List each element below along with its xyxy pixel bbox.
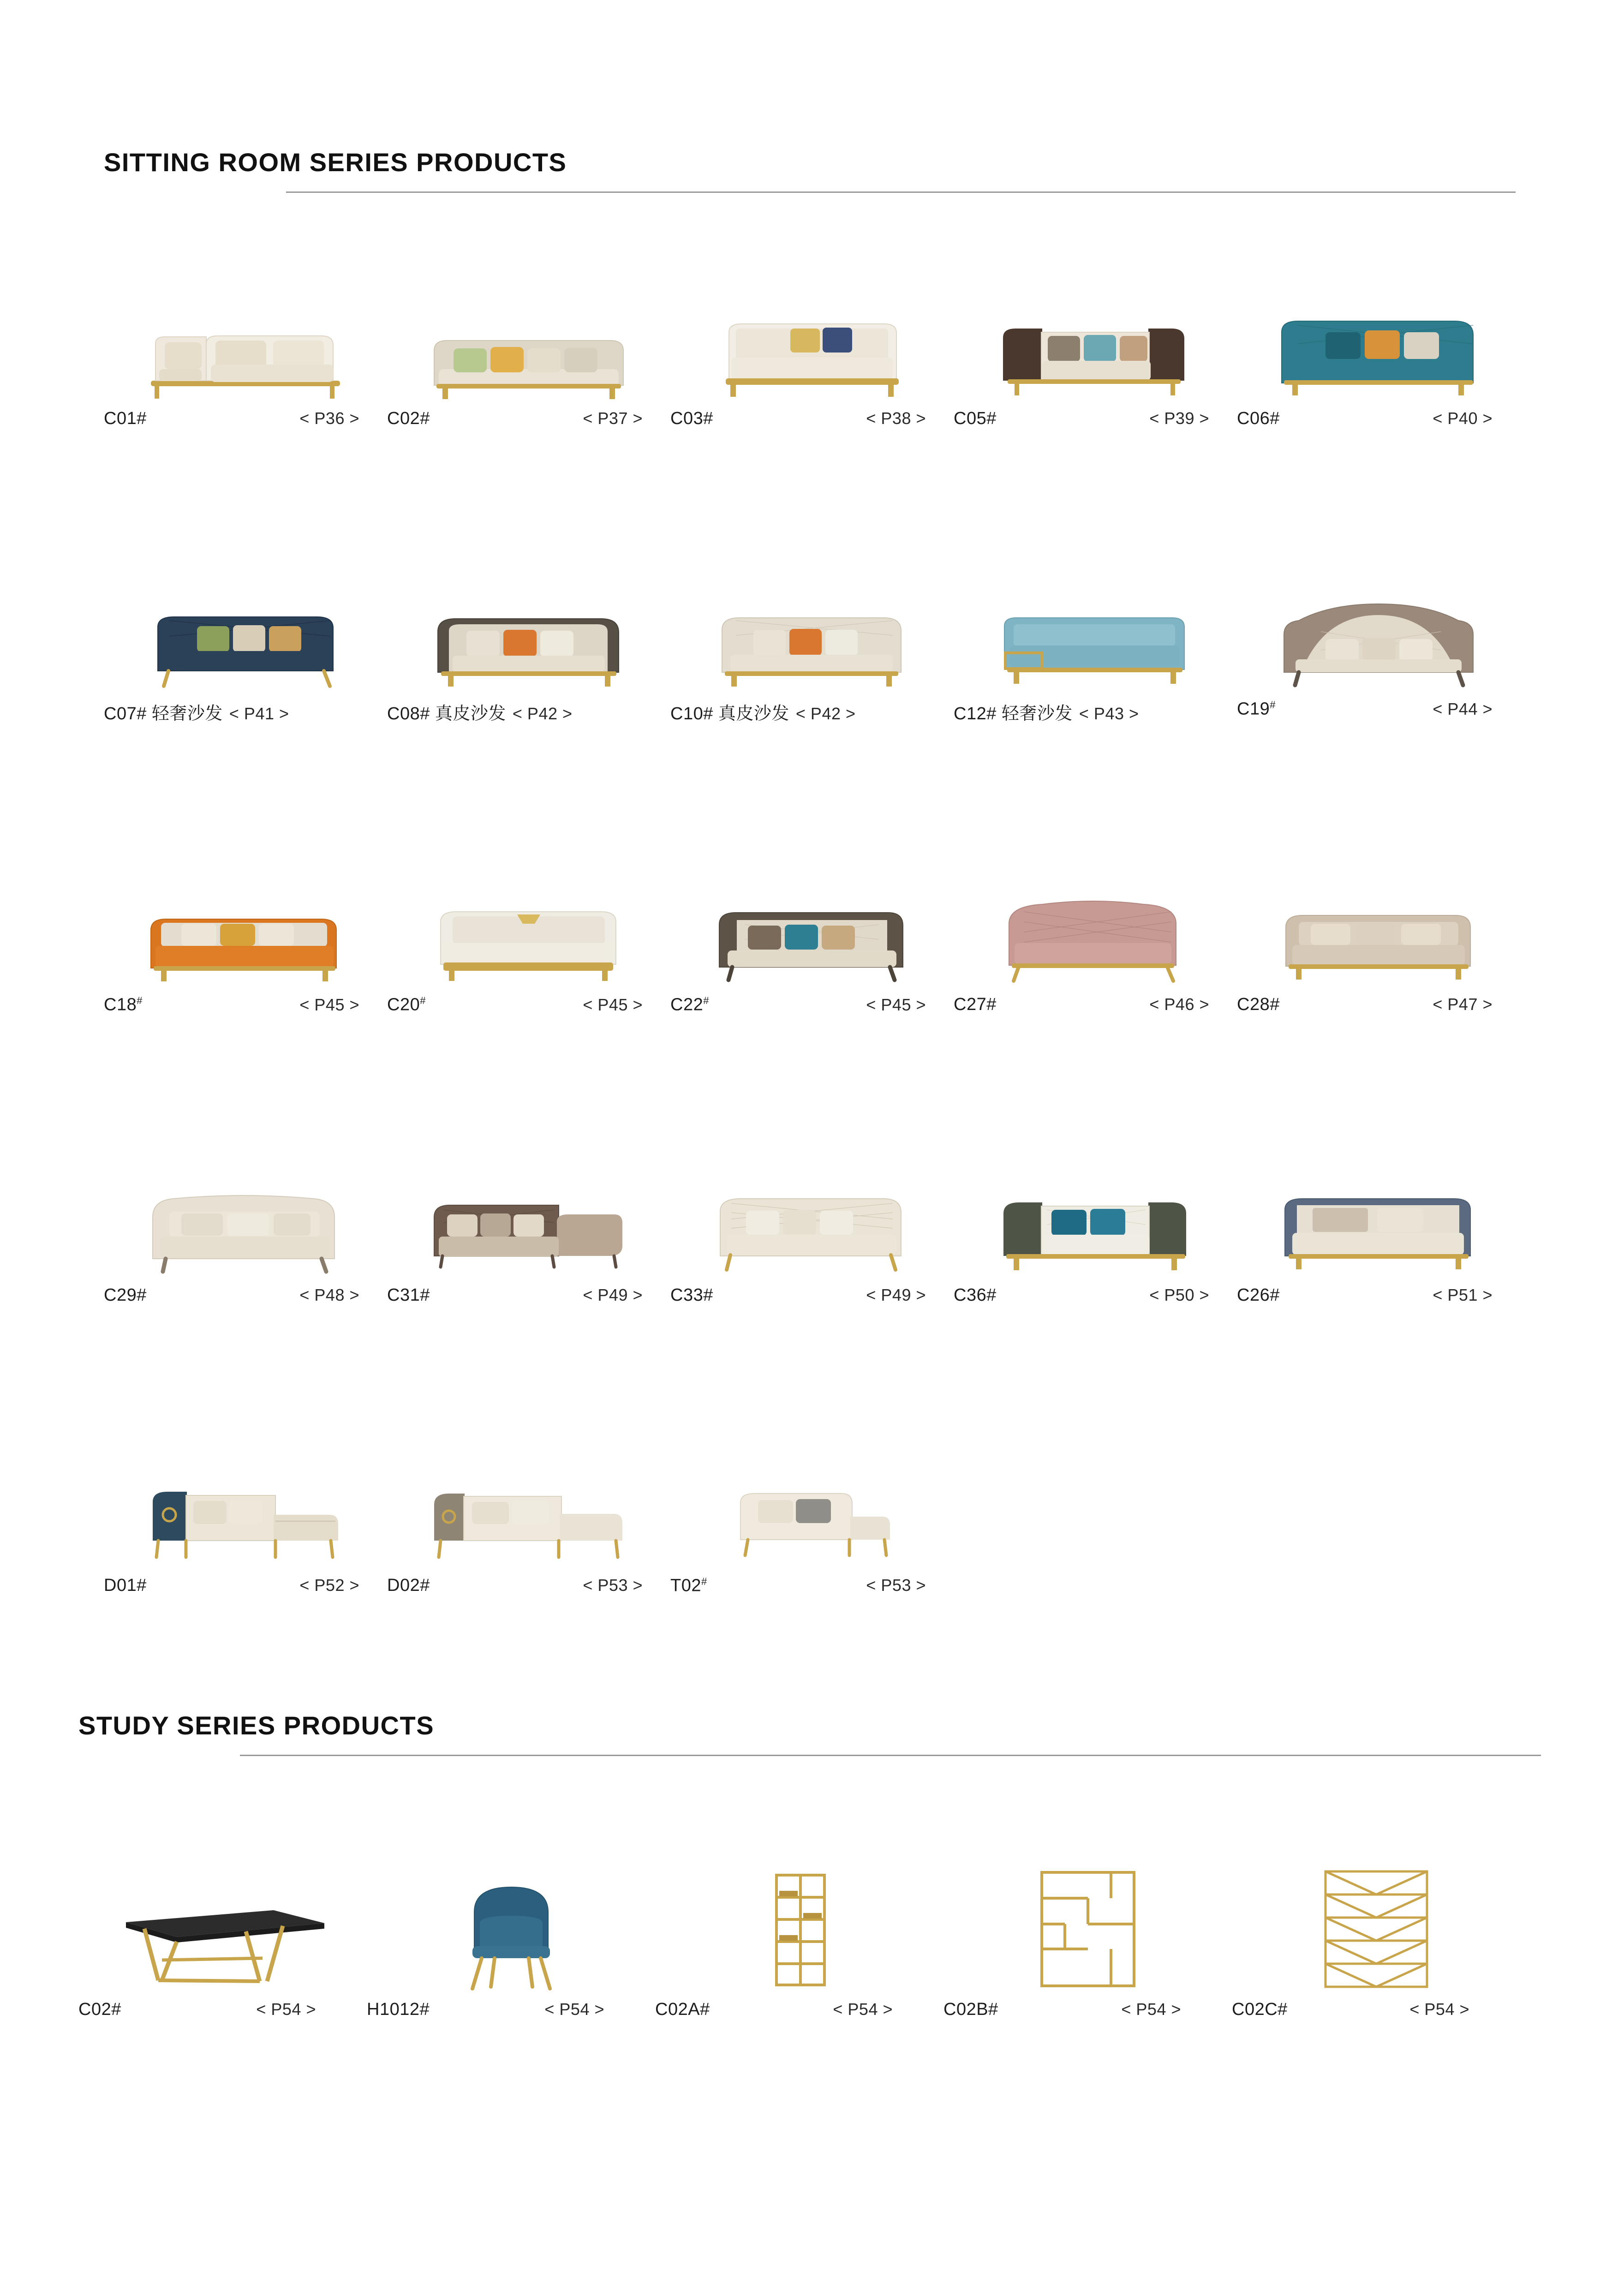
section-title-sitting: SITTING ROOM SERIES PRODUCTS [104,148,567,177]
product-thumbnail-c07 [104,558,387,699]
product-thumbnail-c27 [954,854,1237,995]
product-caption [954,1285,1237,1305]
product-code: C22# [670,995,709,1015]
product-code: C26# [1237,1285,1280,1305]
product-page-ref: < P48 > [299,1285,359,1304]
product-caption [387,699,670,724]
product-code: C02C# [1232,2000,1288,2020]
product-caption [670,1285,954,1305]
product-thumbnail-c29 [104,1144,387,1285]
product-page-ref: < P54 > [1409,2000,1469,2019]
product-thumbnail-c03 [670,268,954,409]
product-caption [670,995,954,1015]
product-caption [1237,995,1520,1015]
product-cell[interactable] [367,1831,655,2020]
product-caption [655,2000,943,2020]
product-thumbnail-c20 [387,854,670,995]
product-cell[interactable] [1237,1144,1520,1305]
product-page-ref: < P41 > [229,704,289,723]
product-cell[interactable] [104,854,387,1015]
product-code: C27# [954,995,997,1014]
product-code: H1012# [367,2000,430,2020]
product-page-ref: < P45 > [299,995,359,1014]
product-code: C28# [1237,995,1280,1014]
product-cell[interactable] [104,1434,387,1596]
product-page-ref: < P53 > [583,1575,643,1595]
product-thumbnail-shelf-c02b [943,1831,1232,2000]
product-caption [104,1576,387,1596]
product-page-ref: < P42 > [795,704,856,723]
product-caption [954,409,1237,429]
product-page-ref: < P47 > [1433,995,1493,1014]
product-cell[interactable] [954,1144,1237,1305]
product-page-ref: < P54 > [544,2000,604,2019]
product-thumbnail-c26 [1237,1144,1520,1285]
section-divider-sitting [286,191,1516,193]
product-page-ref: < P39 > [1149,409,1209,428]
product-page-ref: < P46 > [1149,995,1209,1014]
product-page-ref: < P51 > [1433,1285,1493,1304]
product-row [78,1831,1520,2020]
product-caption [104,699,387,724]
product-code: C05# [954,409,997,428]
product-code: C02A# [655,2000,710,2020]
product-thumbnail-c36 [954,1144,1237,1285]
product-page-ref: < P36 > [299,409,359,428]
product-code: C02B# [943,2000,998,2020]
product-cell[interactable] [104,268,387,429]
product-caption [670,409,954,429]
section-study [78,1706,1520,2020]
product-cell[interactable] [1237,268,1520,429]
product-cell[interactable] [954,268,1237,429]
product-cell[interactable] [78,1831,367,2020]
product-cell[interactable] [1237,854,1520,1015]
product-thumbnail-d02 [387,1434,670,1576]
product-row [104,558,1520,724]
section-header-sitting [104,143,1520,175]
product-thumbnail-shelf-c02a [655,1831,943,2000]
product-code: C08# 真皮沙发 [387,704,506,723]
product-caption [954,995,1237,1015]
product-row [104,1434,1520,1596]
product-caption [78,2000,367,2020]
product-caption [104,995,387,1015]
product-cell[interactable] [655,1831,943,2020]
product-caption [1237,409,1520,429]
product-thumbnail-c19 [1237,558,1520,699]
product-cell[interactable] [670,1144,954,1305]
product-page-ref: < P44 > [1433,699,1493,718]
product-cell[interactable] [954,558,1237,724]
section-divider-study [240,1755,1541,1756]
product-thumbnail-c01 [104,268,387,409]
product-code: D01# [104,1575,147,1595]
product-code: C12# 轻奢沙发 [954,704,1073,723]
product-caption [387,1576,670,1596]
product-cell[interactable] [387,268,670,429]
product-caption [670,1576,954,1596]
product-cell[interactable] [954,854,1237,1015]
product-cell[interactable] [104,1144,387,1305]
product-page-ref: < P54 > [256,2000,316,2019]
product-code: C01# [104,409,147,428]
product-caption [367,2000,655,2020]
product-code: C20# [387,995,426,1015]
product-thumbnail-desk-c02 [78,1831,367,2000]
product-cell-empty [1237,1434,1520,1596]
product-row [104,268,1520,429]
product-page-ref: < P37 > [583,409,643,428]
product-code: C03# [670,409,713,428]
product-thumbnail-t02 [670,1434,954,1576]
product-cell[interactable] [104,558,387,724]
product-cell-empty [954,1434,1237,1596]
product-thumbnail-c28 [1237,854,1520,995]
product-cell[interactable] [670,1434,954,1596]
product-code: C06# [1237,409,1280,428]
product-page-ref: < P52 > [299,1575,359,1595]
product-code: C31# [387,1285,430,1305]
product-row [104,854,1520,1015]
product-page-ref: < P38 > [866,409,926,428]
product-code: C07# 轻奢沙发 [104,704,223,723]
product-code: C33# [670,1285,713,1305]
product-thumbnail-c22 [670,854,954,995]
product-caption [954,699,1237,724]
product-cell[interactable] [387,558,670,724]
product-thumbnail-c10 [670,558,954,699]
product-caption [387,1285,670,1305]
product-page-ref: < P42 > [512,704,573,723]
product-code: C19# [1237,699,1276,719]
product-thumbnail-c31 [387,1144,670,1285]
product-cell[interactable] [943,1831,1232,2020]
section-title-study: STUDY SERIES PRODUCTS [78,1711,435,1740]
product-thumbnail-c05 [954,268,1237,409]
product-caption [1237,699,1520,719]
product-thumbnail-c06 [1237,268,1520,409]
product-page-ref: < P49 > [583,1285,643,1304]
product-cell[interactable] [670,854,954,1015]
product-thumbnail-c02 [387,268,670,409]
product-thumbnail-c33 [670,1144,954,1285]
product-page-ref: < P54 > [1121,2000,1181,2019]
product-thumbnail-d01 [104,1434,387,1576]
product-cell[interactable] [387,1434,670,1596]
product-cell[interactable] [1237,558,1520,724]
product-thumbnail-chair-h1012 [367,1831,655,2000]
section-header-study [78,1706,1520,1739]
product-thumbnail-c18 [104,854,387,995]
product-caption [670,699,954,724]
product-caption [1232,2000,1520,2020]
product-caption [1237,1285,1520,1305]
product-page-ref: < P45 > [583,995,643,1014]
product-caption [104,1285,387,1305]
product-thumbnail-shelf-c02c [1232,1831,1520,2000]
product-code: C18# [104,995,143,1015]
product-caption [104,409,387,429]
product-page-ref: < P49 > [866,1285,926,1304]
product-row [104,1144,1520,1305]
product-page-ref: < P53 > [866,1576,926,1595]
product-page-ref: < P45 > [866,995,926,1014]
product-cell[interactable] [670,268,954,429]
product-code: D02# [387,1575,430,1595]
product-code: T02# [670,1575,707,1596]
product-caption [387,995,670,1015]
product-code: C02# [78,2000,121,2020]
product-thumbnail-c08 [387,558,670,699]
product-page-ref: < P54 > [833,2000,893,2019]
product-cell[interactable] [387,854,670,1015]
product-page-ref: < P40 > [1433,409,1493,428]
product-caption [943,2000,1232,2020]
product-code: C02# [387,409,430,428]
product-thumbnail-c12 [954,558,1237,699]
product-code: C36# [954,1285,997,1305]
product-cell[interactable] [387,1144,670,1305]
product-cell[interactable] [670,558,954,724]
product-code: C10# 真皮沙发 [670,704,789,723]
product-page-ref: < P50 > [1149,1285,1209,1304]
product-cell[interactable] [1232,1831,1520,2020]
product-caption [387,409,670,429]
product-page-ref: < P43 > [1079,704,1139,723]
section-sitting-room [104,0,1520,1596]
product-code: C29# [104,1285,147,1305]
